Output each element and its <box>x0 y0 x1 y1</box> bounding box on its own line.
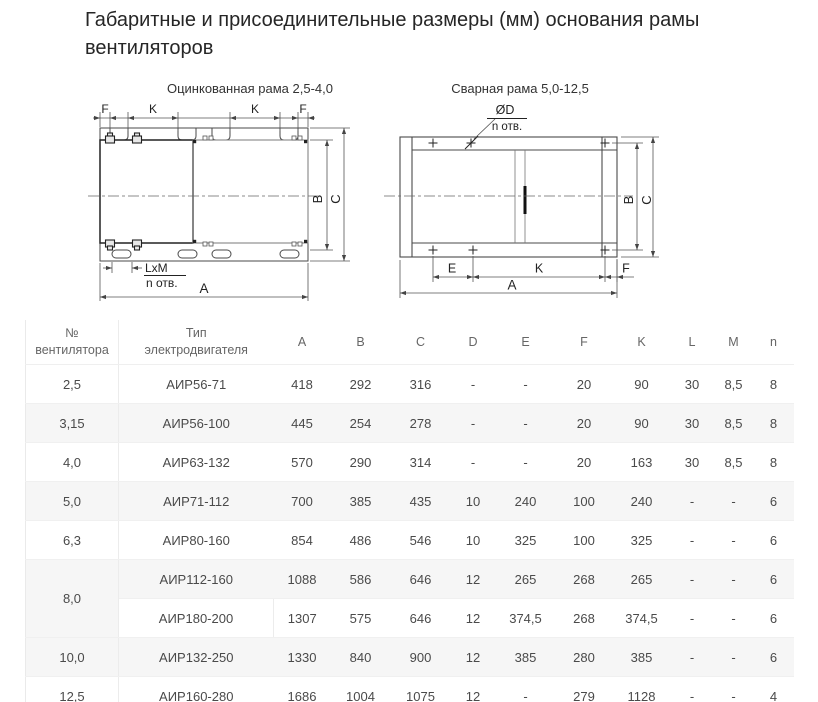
header-motor-type-line2: электродвигателя <box>144 343 248 357</box>
value-cell: 279 <box>556 677 613 702</box>
table-row <box>26 599 794 638</box>
value-cell: - <box>714 638 754 677</box>
dim-label-a: A <box>507 277 517 293</box>
value-cell: 6 <box>754 560 794 599</box>
value-cell: 646 <box>391 599 451 638</box>
frame-body <box>515 150 525 243</box>
value-cell: 12 <box>451 599 496 638</box>
header-fan-number-line2: вентилятора <box>35 343 109 357</box>
value-cell: 240 <box>613 482 671 521</box>
value-cell: 265 <box>496 560 556 599</box>
fan-number-cell: 2,5 <box>26 365 119 404</box>
header-dim-l: L <box>671 320 714 365</box>
value-cell: 1004 <box>331 677 391 702</box>
value-cell: 374,5 <box>496 599 556 638</box>
value-cell: 8 <box>754 365 794 404</box>
value-cell: 418 <box>274 365 331 404</box>
value-cell: 385 <box>613 638 671 677</box>
header-dim-e: E <box>496 320 556 365</box>
frame-outline <box>100 128 308 261</box>
value-cell: 1128 <box>613 677 671 702</box>
value-cell: - <box>671 677 714 702</box>
value-cell: - <box>451 404 496 443</box>
value-cell: 6 <box>754 482 794 521</box>
value-cell: 325 <box>613 521 671 560</box>
dimensions-table <box>25 320 794 702</box>
value-cell: - <box>671 560 714 599</box>
header-dim-b: B <box>331 320 391 365</box>
fan-number-cell: 8,0 <box>26 560 119 638</box>
value-cell: 1307 <box>274 599 331 638</box>
value-cell: - <box>671 599 714 638</box>
value-cell: 546 <box>391 521 451 560</box>
value-cell: 385 <box>496 638 556 677</box>
fan-number-cell: 6,3 <box>26 521 119 560</box>
motor-type-cell: АИР63-132 <box>119 443 274 482</box>
frame-body <box>100 133 308 250</box>
dim-label-c: C <box>639 195 654 205</box>
dim-label-n-holes: n отв. <box>146 276 178 290</box>
value-cell: - <box>451 443 496 482</box>
dim-label-k: K <box>534 261 544 276</box>
value-cell: - <box>496 404 556 443</box>
value-cell: 268 <box>556 599 613 638</box>
value-cell: 10 <box>451 521 496 560</box>
value-cell: 268 <box>556 560 613 599</box>
header-dim-f: F <box>556 320 613 365</box>
dim-label-f: F <box>299 102 307 116</box>
motor-type-cell: АИР180-200 <box>119 599 274 638</box>
dim-label-k: K <box>250 102 260 116</box>
value-cell: 646 <box>391 560 451 599</box>
value-cell: 30 <box>671 404 714 443</box>
dim-label-f: F <box>101 102 109 116</box>
value-cell: - <box>714 482 754 521</box>
table-header-row <box>26 320 794 365</box>
value-cell: - <box>496 365 556 404</box>
value-cell: - <box>451 365 496 404</box>
header-dim-d: D <box>451 320 496 365</box>
value-cell: 1088 <box>274 560 331 599</box>
value-cell: 435 <box>391 482 451 521</box>
value-cell: 100 <box>556 521 613 560</box>
welded-frame-diagram <box>390 96 670 311</box>
value-cell: 325 <box>496 521 556 560</box>
header-motor-type <box>119 320 274 365</box>
value-cell: 292 <box>331 365 391 404</box>
value-cell: 240 <box>496 482 556 521</box>
dim-label-b: B <box>310 194 325 204</box>
header-fan-number <box>26 320 119 365</box>
value-cell: 12 <box>451 638 496 677</box>
value-cell: 6 <box>754 521 794 560</box>
table-row <box>26 404 794 443</box>
value-cell: 854 <box>274 521 331 560</box>
table-row <box>26 365 794 404</box>
page-title-line1: Габаритные и присоединительные размеры (мм) основания рамы <box>85 9 700 31</box>
motor-type-cell: АИР56-100 <box>119 404 274 443</box>
value-cell: 10 <box>451 482 496 521</box>
value-cell: 6 <box>754 638 794 677</box>
value-cell: 8 <box>754 443 794 482</box>
value-cell: 316 <box>391 365 451 404</box>
value-cell: 90 <box>613 404 671 443</box>
value-cell: 8,5 <box>714 404 754 443</box>
bolt-icon <box>106 133 142 250</box>
value-cell: 6 <box>754 599 794 638</box>
header-dim-k: K <box>613 320 671 365</box>
table-row <box>26 482 794 521</box>
value-cell: 700 <box>274 482 331 521</box>
table-row <box>26 443 794 482</box>
value-cell: 570 <box>274 443 331 482</box>
value-cell: 374,5 <box>613 599 671 638</box>
value-cell: 280 <box>556 638 613 677</box>
value-cell: 12 <box>451 560 496 599</box>
fan-number-cell: 3,15 <box>26 404 119 443</box>
fan-number-cell: 12,5 <box>26 677 119 702</box>
value-cell: 1686 <box>274 677 331 702</box>
dim-label-lxm: LxM <box>145 261 168 275</box>
header-dim-a: A <box>274 320 331 365</box>
value-cell: - <box>496 443 556 482</box>
value-cell: - <box>714 560 754 599</box>
header-dim-m: M <box>714 320 754 365</box>
value-cell: 1330 <box>274 638 331 677</box>
value-cell: 385 <box>331 482 391 521</box>
value-cell: 254 <box>331 404 391 443</box>
value-cell: 586 <box>331 560 391 599</box>
header-fan-number-line1: № <box>65 326 79 341</box>
hole-cross-icon <box>429 136 610 255</box>
motor-type-cell: АИР132-250 <box>119 638 274 677</box>
table-row <box>26 677 794 702</box>
dim-label-k: K <box>148 102 158 116</box>
value-cell: 163 <box>613 443 671 482</box>
value-cell: 1075 <box>391 677 451 702</box>
value-cell: - <box>714 521 754 560</box>
value-cell: 575 <box>331 599 391 638</box>
value-cell: - <box>671 638 714 677</box>
value-cell: 8 <box>754 404 794 443</box>
value-cell: 840 <box>331 638 391 677</box>
fan-number-cell: 5,0 <box>26 482 119 521</box>
dimension-lines <box>400 137 659 298</box>
dim-label-a: A <box>199 281 209 296</box>
galvanized-frame-title: Оцинкованная рама 2,5-4,0 <box>166 81 333 96</box>
value-cell: 900 <box>391 638 451 677</box>
fan-number-cell: 10,0 <box>26 638 119 677</box>
value-cell: 8,5 <box>714 443 754 482</box>
motor-type-cell: АИР80-160 <box>119 521 274 560</box>
value-cell: - <box>714 599 754 638</box>
value-cell: 30 <box>671 365 714 404</box>
dim-label-b: B <box>621 195 636 205</box>
value-cell: 20 <box>556 404 613 443</box>
value-cell: 4 <box>754 677 794 702</box>
value-cell: 290 <box>331 443 391 482</box>
motor-type-cell: АИР71-112 <box>119 482 274 521</box>
header-motor-type-line1: Тип <box>185 326 207 341</box>
motor-type-cell: АИР112-160 <box>119 560 274 599</box>
value-cell: 30 <box>671 443 714 482</box>
value-cell: 265 <box>613 560 671 599</box>
value-cell: 445 <box>274 404 331 443</box>
value-cell: - <box>671 521 714 560</box>
value-cell: 314 <box>391 443 451 482</box>
value-cell: 20 <box>556 365 613 404</box>
header-dim-c: C <box>391 320 451 365</box>
galvanized-frame-diagram <box>85 96 370 311</box>
value-cell: 8,5 <box>714 365 754 404</box>
motor-type-cell: АИР160-280 <box>119 677 274 702</box>
table-body <box>26 365 794 702</box>
value-cell: - <box>671 482 714 521</box>
welded-frame-title: Сварная рама 5,0-12,5 <box>451 81 589 96</box>
value-cell: 100 <box>556 482 613 521</box>
value-cell: 486 <box>331 521 391 560</box>
dim-label-c: C <box>328 194 343 204</box>
table-row <box>26 560 794 599</box>
page-title-line2: вентиляторов <box>85 37 214 59</box>
dim-label-d: ØD <box>495 103 515 117</box>
motor-type-cell: АИР56-71 <box>119 365 274 404</box>
table-row <box>26 521 794 560</box>
page-title <box>85 6 785 62</box>
header-dim-n: n <box>754 320 794 365</box>
value-cell: - <box>496 677 556 702</box>
value-cell: 278 <box>391 404 451 443</box>
value-cell: 12 <box>451 677 496 702</box>
table-row <box>26 638 794 677</box>
value-cell: 20 <box>556 443 613 482</box>
value-cell: - <box>714 677 754 702</box>
value-cell: 90 <box>613 365 671 404</box>
frame-outline <box>400 137 617 257</box>
dim-label-f: F <box>622 261 630 276</box>
dim-label-e: E <box>447 261 457 276</box>
dim-label-n-holes: n отв. <box>491 121 523 133</box>
fan-number-cell: 4,0 <box>26 443 119 482</box>
